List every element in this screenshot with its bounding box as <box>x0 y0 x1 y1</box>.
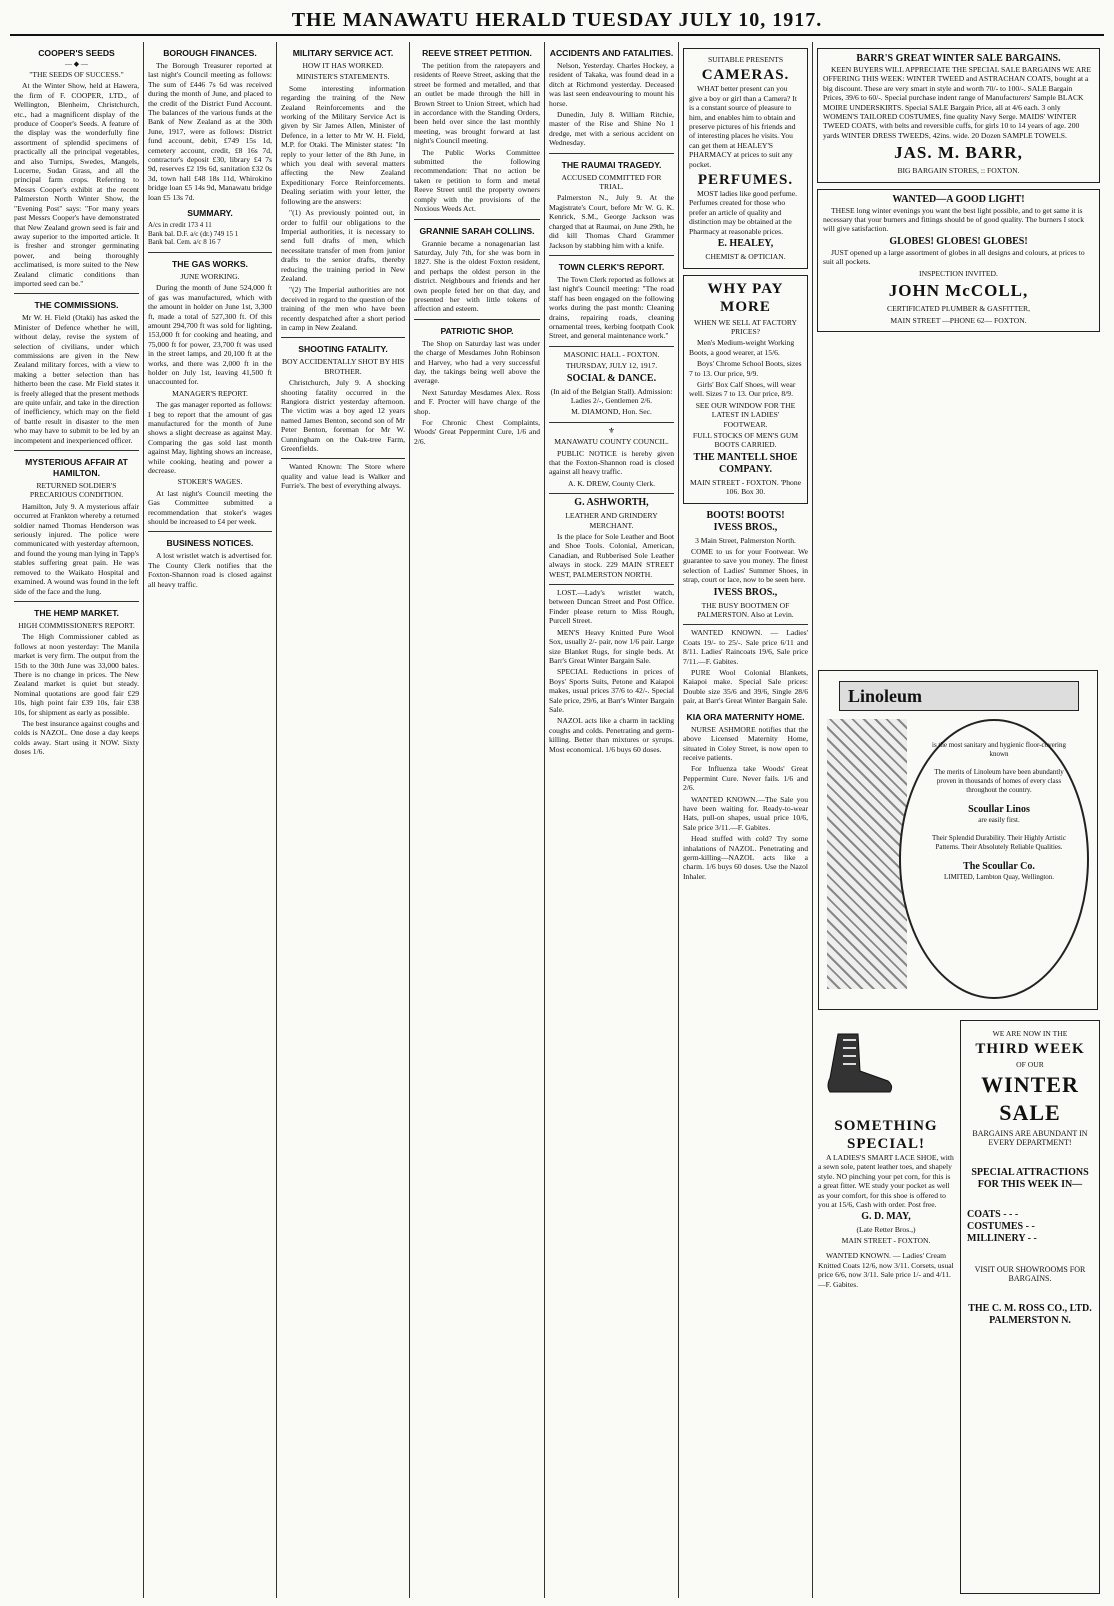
ad-nazol: Head stuffed with cold? Try some inhalations of NAZOL. Penetrating and germ-killing—NAZOL acts like a charm. 1/6 buys 60 doses. Use the Nazol Inhaler. <box>683 834 808 881</box>
ad-text: THESE long winter evenings you want the best light possible, and to get same it is necessary that your burners and fittings should be of good quality. The burners I stock will give satisfaction. <box>823 205 1085 234</box>
ad-mens-sox: MEN'S Heavy Knitted Pure Wool Sox, usually 2/- pair, now 1/6 pair. Large size Blanket Rugs, for single beds. At Barr's Great Winter Bargain Sale. <box>549 627 674 665</box>
ad-text: PUBLIC NOTICE is hereby given that the Foxton-Shannon road is closed against all heavy traffic. <box>549 448 674 477</box>
article-text: The petition from the ratepayers and residents of Reeve Street, asking that the street be formed and metalled, and that an outlet be made through the hill in Brown Street to Union Street, which had in accordance with the Standing Orders, been held over since the last monthly meeting, was brought forward at last night's Council meeting. <box>414 61 540 146</box>
ad-line: SEE OUR WINDOW FOR THE LATEST IN LADIES' FOOTWEAR. <box>695 400 796 429</box>
article-text: Some interesting information regarding the training of the New Zealand Reinforcements and the working of the Military Service Act is given by Sir James Allen, Minister of Defence, in a letter to Mr W. H. Field, M.P. for Otaki. The Minister states: "In reply to your letter of the 8th June, in which you deal with several matters affecting the New Zealand Expeditionary Force Reinforcements. Dealing seriatim with your letter, the following are the answers: <box>281 83 405 206</box>
article-text: During the month of June 524,000 ft of gas was manufactured, which with the amount in holder on June 1st, 3,300 ft, made a total of 527,300 ft. Of this amount 294,700 ft was sold for lighting, 153,000 ft for cooking and heating, and 75,000 ft for power, 23,700 ft was used in the street lamps, and 20,100 ft at the works, and there was 2,000 ft in the holder on July 1st, leaving 41,500 ft unaccounted for. <box>148 283 272 387</box>
linoleum-text: is the most sanitary and hygienic floor-covering known The merits of Linoleum have been abundantly proven in thousands of homes of every class throughout the country. Scoullar Linos are easily first. Their Splendid Durability. Their Highly Artistic Patterns. Their Absolutely Reliable Qualities. The Scoullar Co. LIMITED, Lambton Quay, Wellington. <box>932 741 1066 881</box>
ad-text: WHAT better present can you give a boy or girl than a Camera? It is a constant source of pleasure to him, and enables him to obtain and preserve pictures of his friends and of interesting places he visits. You can get them at HEALEY'S PHARMACY at prices to suit any pocket. <box>689 84 797 169</box>
ad-text: (In aid of the Belgian Stall). Admission: Ladies 2/-, Gentlemen 2/6. <box>550 386 673 405</box>
ad-text: COME to us for your Footwear. We guarantee to save you money. The finest selection of Ladies' Summer Shoes, in strap, court or lace, now to be seen here. <box>683 547 808 585</box>
ad-gd-may <box>818 1020 954 1594</box>
summary-line: Bank bal. D.F. a/c (dr.) 749 15 1 <box>148 229 239 238</box>
column-2 <box>143 42 276 1598</box>
headline-shooting-fatality: SHOOTING FATALITY. <box>298 344 388 355</box>
ad-perfumes: PERFUMES. <box>697 172 794 189</box>
summary-line: Bank bal. Cem. a/c 8 16 7 <box>148 238 221 247</box>
column-5 <box>544 42 678 1598</box>
ad-signature: M. DIAMOND, Hon. Sec. <box>571 407 652 417</box>
column-6 <box>678 42 812 1598</box>
ad-globes: GLOBES! GLOBES! GLOBES! <box>889 235 1028 247</box>
article-text: Dunedin, July 8. William Ritchie, master of the Rise and Shine No 1 dredge, met with a serious accident on Wednesday. <box>549 110 674 148</box>
headline-raumai-tragedy: THE RAUMAI TRAGEDY. <box>561 159 662 170</box>
ad-healey <box>683 48 808 269</box>
ad-item: Men's Medium-weight Working Boots, a good wearer, at 15/6. <box>689 338 795 357</box>
ad-item: Boys' Chrome School Boots, sizes 7 to 13. Our price, 9/9. <box>689 359 802 378</box>
article-text: At the Winter Show, held at Hawera, the firm of F. COOPER, LTD., of Wellington, Blenheim, Christchurch, etc., had a magnificent display of the produce of Cooper's Seeds. A feature of the display was the wonderfully fine assortment of splendid specimens of practically all the principal vegetables, and also Turnips, Swedes, Mangels, Lucerne, Sudan Grass, and all the principal farm crops. Referring to Messrs Cooper's exhibit at the recent Palmerston North Winter Show, the "Evening Post" says: "For many years past Messrs Cooper's have demonstrated that New Zealand grown seed is fair and away superior to the imported article. It is fresher and stronger germinating power, and being thoroughly acclimatised, is more suited to the New Zealand climatic conditions than imported seed can be." <box>14 81 139 288</box>
ad-subtitle: THE BUSY BOOTMEN OF PALMERSTON. Also at Levin. <box>697 600 794 620</box>
headline-business-notices: BUSINESS NOTICES. <box>166 538 254 549</box>
ad-third-week: THIRD WEEK <box>975 1041 1085 1057</box>
linoleum-banner: Linoleum <box>839 681 1079 711</box>
article-text: Next Saturday Mesdames Alex. Ross and F. Procter will have charge of the shop. <box>414 387 540 416</box>
summary-line: A/cs in credit 173 4 11 <box>148 221 212 230</box>
ad-barr-title: BARR'S GREAT WINTER SALE BARGAINS. <box>856 53 1061 64</box>
headline-coopers-seeds: COOPER'S SEEDS <box>38 48 115 58</box>
ad-winter-sale: WINTER SALE <box>981 1072 1079 1125</box>
subhead: HIGH COMMISSIONER'S REPORT. <box>18 620 135 630</box>
ad-special-reductions: SPECIAL Reductions in prices of Boys' Sports Suits, Petone and Kaiapoi makes, usual prices 37/6 to 42/-. Special Sale price, 29/6, at Barr's Winter Bargain Sale. <box>549 667 674 714</box>
ad-text: JUST opened up a large assortment of globes in all designs and colours, at prices to suit all pockets. <box>823 247 1085 267</box>
headline-military-service: MILITARY SERVICE ACT. <box>292 48 394 58</box>
ad-may-name: G. D. MAY, <box>861 1211 911 1223</box>
newspaper-title: THE MANAWATU HERALD TUESDAY JULY 10, 1917. <box>291 9 823 31</box>
ad-why-pay-more: WHY PAY MORE <box>707 280 784 315</box>
subhead: BOY ACCIDENTALLY SHOT BY HIS BROTHER. <box>281 357 405 376</box>
ad-ashworth: G. ASHWORTH, <box>574 497 649 509</box>
column-3 <box>276 42 409 1598</box>
ad-healey-name: E. HEALEY, <box>717 238 774 250</box>
ad-mccoll-name: JOHN McCOLL, <box>888 281 1029 301</box>
article-text: At last night's Council meeting the Gas Committee submitted a recommendation that stoker's wages should be increased to £4 per week. <box>148 488 272 527</box>
headline-borough-finances: BOROUGH FINANCES. <box>163 48 257 58</box>
article-text: The best insurance against coughs and colds is NAZOL. One dose a day keeps colds away. Start using it NOW. Sixty doses 1/6. <box>14 718 139 757</box>
ad-wanted-known: WANTED KNOWN.—The Sale you have been waiting for. Ready-to-wear Hats, pull-on shapes, usual price 10/6, Sale price 3/11.—F. Gabites. <box>683 794 808 832</box>
ad-item: Girls' Box Calf Shoes, will wear well. Sizes 7 to 13. Our price, 8/9. <box>689 379 796 399</box>
headline-patriotic-shop: PATRIOTIC SHOP. <box>440 325 514 336</box>
headline-hemp-market: THE HEMP MARKET. <box>34 607 119 618</box>
subhead: STOKER'S WAGES. <box>177 477 243 487</box>
subhead: HOW IT HAS WORKED. <box>302 61 384 70</box>
article-text: For Chronic Chest Complaints, Woods' Great Peppermint Cure, 1/6 and 2/6. <box>414 418 540 446</box>
ad-subtitle: LEATHER AND GRINDERY MERCHANT. <box>565 511 658 530</box>
article-text: Nelson, Yesterday. Charles Hockey, a resident of Takaka, was found dead in a ditch at Richmond yesterday. Deceased was last seen endeavouring to mount his horse. <box>549 61 674 108</box>
masthead <box>10 6 1104 36</box>
ad-wanted-light: WANTED—A GOOD LIGHT! <box>892 193 1025 205</box>
article-text: Mr W. H. Field (Otaki) has asked the Minister of Defence whether he will, without delay, revise the system of selection of civilians, under which commissions are given in the New Zealand military forces, with a view to making a better selection than has hitherto been the case. Mr Field states it is freely alleged that the present methods are quite unfair, and take in the direction of inefficiency, which may on the field of battle result in disaster to the men who may have to submit to be led by an incompetent and inexperienced officer. <box>14 313 139 445</box>
ad-barr-address: BIG BARGAIN STORES, :: FOXTON. <box>897 166 1020 176</box>
ad-text: MOST ladies like good perfume. Perfumes created for those who prefer an article of quality and distinction may be obtained at the Pharmacy at reasonable prices. <box>689 189 798 236</box>
headline-grannie-collins: GRANNIE SARAH COLLINS. <box>419 225 535 236</box>
subhead: MANAGER'S REPORT. <box>172 388 248 398</box>
article-text: Palmerston N., July 9. At the Magistrate's Court, before Mr W. G. K. Kenrick, S.M., George Jackson was charged that at Raumai, on June 29th, he did kill Thomas Chard Grammer Jackson by stabbing him with a knife. <box>549 193 674 250</box>
ad-kia-ora: KIA ORA MATERNITY HOME. <box>686 711 805 722</box>
ad-mantell-name: THE MANTELL SHOE COMPANY. <box>693 451 798 475</box>
ad-line: FULL STOCKS OF MEN'S GUM BOOTS CARRIED. <box>692 430 799 450</box>
ad-address: MAIN STREET - FOXTON. 'Phone 106. Box 30. <box>690 477 801 497</box>
ad-linoleum <box>818 670 1098 1010</box>
article-text: Christchurch, July 9. A shocking shooting fatality occurred in the Rangiora district yesterday afternoon. The victim was a boy aged 12 years named James Benton, second son of Mr Peter Benton, foreman for Mr W. Cunningham on the Oak-tree Farm, Greenfields. <box>281 378 405 454</box>
linoleum-pattern <box>827 719 907 989</box>
article-text: Grannie became a nonagenarian last Saturday, July 7th, for she was born in 1827. She is the oldest Foxton resident, and perhaps the oldest person in the district. Neighbours and friends and her own people feted her on that day, and presented her with little tokens of affection and esteem. <box>414 238 540 314</box>
headline-gas-works: THE GAS WORKS. <box>172 258 248 269</box>
ad-influenza: For Influenza take Woods' Great Peppermint Cure. Never fails. 1/6 and 2/6. <box>683 764 808 793</box>
ad-barr <box>817 48 1100 183</box>
subhead: RETURNED SOLDIER'S PRECARIOUS CONDITION. <box>29 481 124 500</box>
ad-ross-name: THE C. M. ROSS CO., LTD. <box>968 1303 1092 1314</box>
ad-boots: BOOTS! BOOTS! <box>706 509 785 521</box>
article-text: The gas manager reported as follows: I beg to report that the amount of gas manufactured for the month of June shows a slight decrease as against May. Comparing the gas sold last month against May, lighting shows an increase, while cooking, heating and power a decrease. <box>148 400 272 475</box>
ad-subtitle: CERTIFICATED PLUMBER & GASFITTER, <box>887 304 1030 314</box>
article-text: The Town Clerk reported as follows at last night's Council meeting: "The road staff has been engaged on the following works during the past month: Cleaning drains, repairing roads, cleaning ornamental trees, kerbing footpath Cook Street, and general maintenance work." <box>549 274 675 341</box>
ad-wanted-known: WANTED KNOWN. — Ladies' Cream Knitted Coats 12/6, now 3/11. Corsets, usual price 6/6, now 3/11. Sale price 1/- and 4/11. —F. Gabites. <box>818 1251 954 1289</box>
ad-ross: WE ARE NOW IN THE THIRD WEEK OF OUR WINTER SALE BARGAINS ARE ABUNDANT IN EVERY DEPARTMENT! SPECIAL ATTRACTIONS FOR THIS WEEK IN— COATS - - - COSTUMES - - MILLINERY - - VISIT OUR SHOWROOMS FOR BARGAINS. THE C. M. ROSS CO., LTD. PALMERSTON N. <box>960 1020 1100 1594</box>
article-text: The Shop on Saturday last was under the charge of Mesdames John Robinson and Harvey, who had a very successful day, the takings being well above the average. <box>414 338 540 386</box>
ad-signature: A. K. DREW, County Clerk. <box>567 478 656 488</box>
ad-address: MAIN STREET - FOXTON. <box>841 1236 931 1246</box>
ad-social-dance: SOCIAL & DANCE. <box>566 372 657 384</box>
article-text: "(1) As previously pointed out, in order to fulfil our obligations to the Imperial authorities, it is necessary to send full drafts of men, which necessitate transfer of men from junior drafts to the senior drafts, thereby reducing the training period in New Zealand. <box>281 208 405 283</box>
article-text: Hamilton, July 9. A mysterious affair occurred at Frankton whereby a returned soldier named Thomas Henderson was seriously injured. The police were communicated with yesterday afternoon, and found the young man lying in Tapp's stables suffering great pain. He was removed to the Waikato Hospital and examined. A wound was found in the left side of the face and the lung. <box>14 501 139 596</box>
ad-blankets: PURE Wool Colonial Blankets, Kaiapoi make. Special Sale prices: Double size 35/6 and 39/6, Single 28/6 pair, at Barr's Great Winter Bargain Sale. <box>683 668 808 706</box>
ad-healey-title: CHEMIST & OPTICIAN. <box>705 252 786 262</box>
ad-county-council: MANAWATU COUNTY COUNCIL. <box>554 437 669 447</box>
wanted-known-notice: Wanted Known: The Store where quality and value lead is Walker and Furrie's. The best of everything always. <box>281 462 405 491</box>
ad-nazol: NAZOL acts like a charm in tackling coughs and colds. Penetrating and germ-killing. Better than mixtures or syrups. Most economical. 1/6 buys 60 doses. <box>549 716 674 754</box>
ad-date: THURSDAY, JULY 12, 1917. <box>565 361 658 371</box>
ad-subtitle: (Late Retter Bros.,) <box>856 1225 916 1235</box>
headline-hamilton: MYSTERIOUS AFFAIR AT HAMILTON. <box>25 457 128 479</box>
ad-line: INSPECTION INVITED. <box>919 268 998 278</box>
ad-lost: LOST.—Lady's wristlet watch, between Duncan Street and Post Office. Finder please return to Miss Rough, Purcell Street. <box>549 588 674 626</box>
article-text: The High Commissioner cabled as follows at noon yesterday: The Manila market is very firm. The output from the 15th to the 30th June was 33,000 bales. There is no change in prices. The New Zealand market is quiet but steady. Nominal quotations are good fair £29 10s, high point fair £39 10s, fair £38 10s, for shipment as early as possible. <box>14 632 139 717</box>
headline-summary: SUMMARY. <box>187 208 233 219</box>
article-text: The Public Works Committee submitted the following recommendation: That no action be taken re petition to form and metal Reeve Street until the property owners comply with the provisions of the Noxious Weeds Act. <box>414 147 540 214</box>
ad-ivess: IVESS BROS., <box>713 521 778 533</box>
ad-mccoll <box>817 189 1100 332</box>
ad-wanted-known: WANTED KNOWN. — Ladies' Coats 19/- to 25/-. Sale price 6/11 and 8/11. Ladies' Raincoats 19/6, Sale price 7/11.—F. Gabites. <box>683 628 808 666</box>
coat-of-arms-icon: ⚜ <box>608 425 615 435</box>
article-text: "(2) The Imperial authorities are not deceived in regard to the question of the training of the men who have been recently despatched after a short period in camp in New Zealand. <box>281 285 405 332</box>
article-text: The Borough Treasurer reported at last night's Council meeting as follows: The sum of £446 7s 6d was received during the month of June, and placed to the credit of the District Fund Account. The balances of the various funds at the Bank of New Zealand as at the 30th June, 1917, were as follows: District fund account, debit, £749 15s 1d, cemetery account, credit, £8 16s 7d, contractor's deposit £30, library £4 7s 9d, reserves £2 19s 6d, sanitation £32 0s 3d, town hall £48 18s 11d, Whirokino bridge loan £5 14s 9d, Manawatu bridge loan £5 13s 7d. <box>148 61 272 202</box>
ad-cameras: CAMERAS. <box>701 67 790 84</box>
ad-something-special: SOMETHING SPECIAL! <box>834 1118 938 1152</box>
ad-barr-name: JAS. M. BARR, <box>894 143 1023 163</box>
ad-subtitle: WHEN WE SELL AT FACTORY PRICES? <box>694 317 797 336</box>
headline-town-clerk: TOWN CLERK'S REPORT. <box>558 261 665 272</box>
ad-heading: SUITABLE PRESENTS <box>707 55 784 64</box>
headline-reeve-street: REEVE STREET PETITION. <box>422 48 532 58</box>
ad-ivess: IVESS BROS., <box>713 586 778 598</box>
subhead: ACCUSED COMMITTED FOR TRIAL. <box>561 172 662 192</box>
subhead: MINISTER'S STATEMENTS. <box>296 72 390 82</box>
shoe-icon <box>818 1026 898 1106</box>
ad-masonic-hall: MASONIC HALL - FOXTON. <box>563 349 660 359</box>
column-4 <box>409 42 544 1598</box>
headline-commissions: THE COMMISSIONS. <box>34 300 119 311</box>
ad-text: Is the place for Sole Leather and Boot and Shoe Tools. Colonial, American, Canadian, and Rubberised Sole Leather always in stock. 229 MAIN STREET WEST, PALMERSTON NORTH. <box>549 532 674 579</box>
ad-address: 3 Main Street, Palmerston North. <box>695 535 796 545</box>
ad-text: NURSE ASHMORE notifies that the above Licensed Maternity Home, situated in Coley Street, is now open to receive patients. <box>683 724 808 762</box>
ad-mantell <box>683 275 808 504</box>
ad-address: MAIN STREET —PHONE 62— FOXTON. <box>890 315 1027 325</box>
headline-accidents: ACCIDENTS AND FATALITIES. <box>549 48 674 58</box>
subhead: JUNE WORKING. <box>180 271 240 281</box>
article-text: A lost wristlet watch is advertised for. The County Clerk notifies that the Foxton-Shannon road is closed against all heavy traffic. <box>148 551 272 589</box>
column-1: COOPER'S SEEDS — ◆ — "THE SEEDS OF SUCCESS." At the Winter Show, held at Hawera, the firm of F. COOPER, LTD., of Wellington, Blenheim, Christchurch, etc., had a magnificent display of the produce of Cooper's Seeds. A feature of the display was the wonderfully fine assortment of splendid specimens of practically all the principal vegetables, and also Turnips, Swedes, Mangels, Lucerne, Sudan Grass, and all the principal farm crops. Referring to Messrs Cooper's exhibit at the recent Palmerston North Winter Show, the "Evening Post" says: "For many years past Messrs Cooper's have demonstrated that New Zealand grown seed is fair and away superior to the imported article. It is fresher and stronger germinating power, and being thoroughly acclimatised, is more suited to the New Zealand climatic conditions than imported seed can be." THE COMMISSIONS. Mr W. H. Field (Otaki) has asked the Minister of Defence whether he will, without delay, revise the system of selection of civilians, under which commissions are given in the New Zealand military forces, with a view to making a better selection than has hitherto been the case. Mr Field states it is freely alleged that the present methods are quite unfair, and take in the direction of inefficiency, which may on the field of battle result in disaster to the men who may have to submit to be led by an incompetent and inexperienced officer. MYSTERIOUS AFFAIR AT HAMILTON. RETURNED SOLDIER'S PRECARIOUS CONDITION. Hamilton, July 9. A mysterious affair occurred at Frankton whereby a returned soldier named Thomas Henderson was seriously injured. The police were communicated with yesterday afternoon, and found the young man lying in Tapp's stables suffering great pain. He was removed to the Waikato Hospital and examined. A wound was found in the left side of the face and the lung. THE HEMP MARKET. HIGH COMMISSIONER'S REPORT. The High Commissioner cabled as follows at noon yesterday: The Manila market is very firm. The output from the 15th to the 30th June was 33,000 bales. There is no change in prices. The New Zealand market is quiet but steady. Nominal quotations are good fair £29 10s, high point fair £39 10s, fair £38 10s, for shipment as early as possible. The best insurance against coughs and colds is NAZOL. One dose a day keeps colds away. Start using it NOW. Sixty doses 1/6. <box>14 48 139 757</box>
ad-text: A LADIES'S SMART LACE SHOE, with a sewn sole, patent leather toes, and shapely style. NO pinching your pet corn, for this is a great fitter. WE study your pocket as well as your comfort, for this shoe is offered to you at 15/6, Cash with order. Post free. <box>818 1153 954 1210</box>
ad-text: KEEN BUYERS WILL APPRECIATE THE SPECIAL SALE BARGAINS WE ARE OFFERING THIS WEEK: WINTER TWEED and ASTRACHAN COATS, bought at a big discount. These are very smart in style and worth 70/- to 100/-. SALE Bargain Prices, 39/6 to 60/-. Special purchase indent range of Manufacturers' Sample BLACK MOIRE UNDERSKIRTS. Special SALE Bargain Price, all at 4/6 each. 3 only WOMEN'S TAILORED COSTUMES, fine quality Navy Serge. MAIDS' WINTER TWEED COATS, with belts and reversible cuffs, for girls 10 to 14 years of age. 200 yards WINTER DRESS TWEEDS, 42ins. wide. 20 Dozen SAMPLE TOWELS. <box>823 65 1091 140</box>
subhead: "THE SEEDS OF SUCCESS." <box>29 70 124 79</box>
